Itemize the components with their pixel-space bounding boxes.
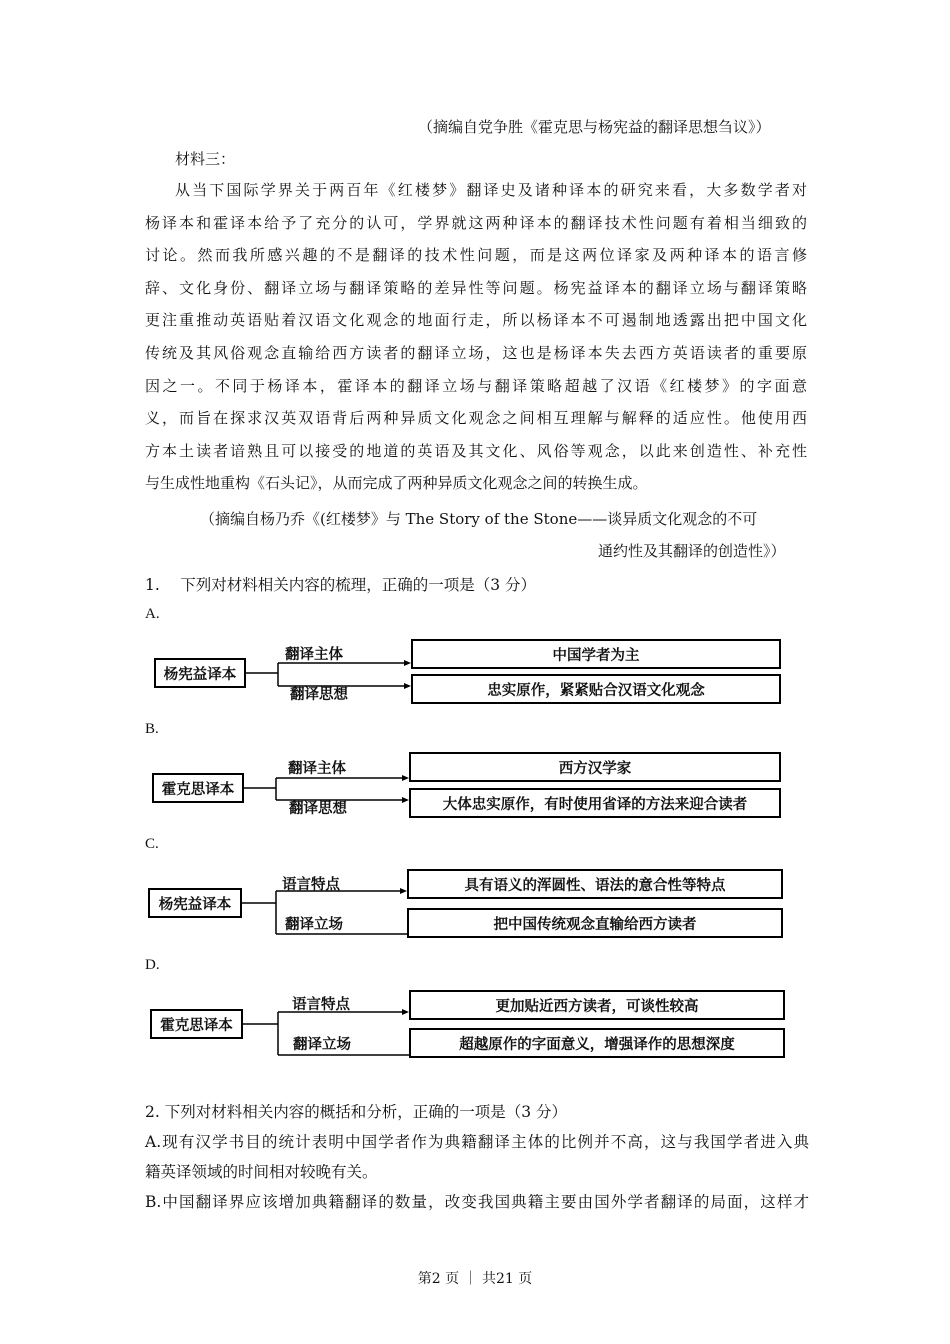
paragraph-line: 辞、文化身份、翻译立场与翻译策略的差异性等问题。杨宪益译本的翻译立场与翻译策略 [145, 278, 807, 297]
option-c-root-box: 杨宪益译本 [148, 888, 242, 918]
option-b-label1: 翻译主体 [288, 761, 346, 777]
option-c-label2: 翻译立场 [285, 917, 343, 933]
question-2 [145, 1097, 809, 1217]
option-a-letter: A. [145, 606, 160, 622]
paragraph-line: 因之一。不同于杨译本，霍译本的翻译立场与翻译策略超越了汉语《红楼梦》的字面意 [145, 376, 807, 395]
source-citation-material3-line2: 通约性及其翻译的创造性》） [598, 542, 786, 560]
paragraph-line: 与生成性地重构《石头记》，从而完成了两种异质文化观念之间的转换生成。 [145, 474, 648, 493]
option-c-label1: 语言特点 [282, 877, 340, 893]
option-a-box1: 中国学者为主 [411, 639, 781, 669]
paragraph-line: 传统及其风俗观念直输给西方读者的翻译立场，这也是杨译本失去西方英语读者的重要原 [145, 343, 807, 362]
option-c-box1: 具有语义的浑圆性、语法的意合性等特点 [407, 869, 783, 899]
option-b-label2: 翻译思想 [289, 801, 347, 817]
question-2-option-a-line1: A.现有汉学书目的统计表明中国学者作为典籍翻译主体的比例并不高，这与我国学者进入典 [145, 1133, 809, 1151]
question-2-stem: 2. 下列对材料相关内容的概括和分析，正确的一项是（3 分） [145, 1103, 568, 1121]
option-d-root-box: 霍克思译本 [150, 1009, 243, 1039]
paragraph-line: 更注重推动英语贴着汉语文化观念的地面行走，所以杨译本不可遏制地透露出把中国文化 [145, 311, 807, 330]
option-d-label1: 语言特点 [292, 997, 350, 1013]
option-b-letter: B. [145, 721, 159, 737]
option-a-box2: 忠实原作，紧紧贴合汉语文化观念 [411, 674, 781, 704]
option-d-letter: D. [145, 957, 160, 973]
option-a-label1: 翻译主体 [285, 647, 343, 663]
question-2-option-b-line1: B.中国翻译界应该增加典籍翻译的数量，改变我国典籍主要由国外学者翻译的局面，这样才 [145, 1193, 809, 1211]
source-citation-material3-line1: （摘编自杨乃乔《(红楼梦》与 The Story of the Stone——谈异质文化观念的不可 [200, 510, 758, 528]
option-c-letter: C. [145, 836, 159, 852]
option-a-root-box: 杨宪益译本 [154, 658, 246, 688]
page-footer: 第2 页 ｜ 共21 页 [417, 1271, 533, 1287]
option-c-box2: 把中国传统观念直输给西方读者 [407, 908, 783, 938]
question-1-stem: 1. 下列对材料相关内容的梳理，正确的一项是（3 分） [145, 576, 537, 594]
question-2-option-a-line2: 籍英译领域的时间相对较晚有关。 [145, 1163, 378, 1181]
option-a-label2: 翻译思想 [290, 687, 348, 703]
paragraph-line: 从当下国际学界关于两百年《红楼梦》翻译史及诸种译本的研究来看，大多数学者对 [175, 181, 807, 199]
paragraph-line: 义，而旨在探求汉英双语背后两种异质文化观念之间相互理解与解释的适应性。他使用西 [145, 409, 807, 428]
option-b-root-box: 霍克思译本 [152, 773, 244, 803]
paragraph-line: 方本土读者谙熟且可以接受的地道的英语及其文化、风俗等观念，以此来创造性、补充性 [145, 441, 807, 460]
option-b-box1: 西方汉学家 [409, 752, 781, 782]
paragraph-line: 杨译本和霍译本给予了充分的认可，学界就这两种译本的翻译技术性问题有着相当细致的 [145, 213, 807, 232]
option-d-box1: 更加贴近西方读者，可谈性较高 [409, 990, 785, 1020]
option-b-box2: 大体忠实原作，有时使用省译的方法来迎合读者 [409, 788, 781, 818]
material3-heading: 材料三： [175, 150, 236, 168]
option-d-label2: 翻译立场 [293, 1037, 351, 1053]
paragraph-line: 讨论。然而我所感兴趣的不是翻译的技术性问题，而是这两位译家及两种译本的语言修 [145, 246, 807, 265]
option-d-box2: 超越原作的字面意义，增强译作的思想深度 [409, 1028, 785, 1058]
source-citation-material2: （摘编自党争胜《霍克思与杨宪益的翻译思想刍议》） [418, 118, 771, 136]
